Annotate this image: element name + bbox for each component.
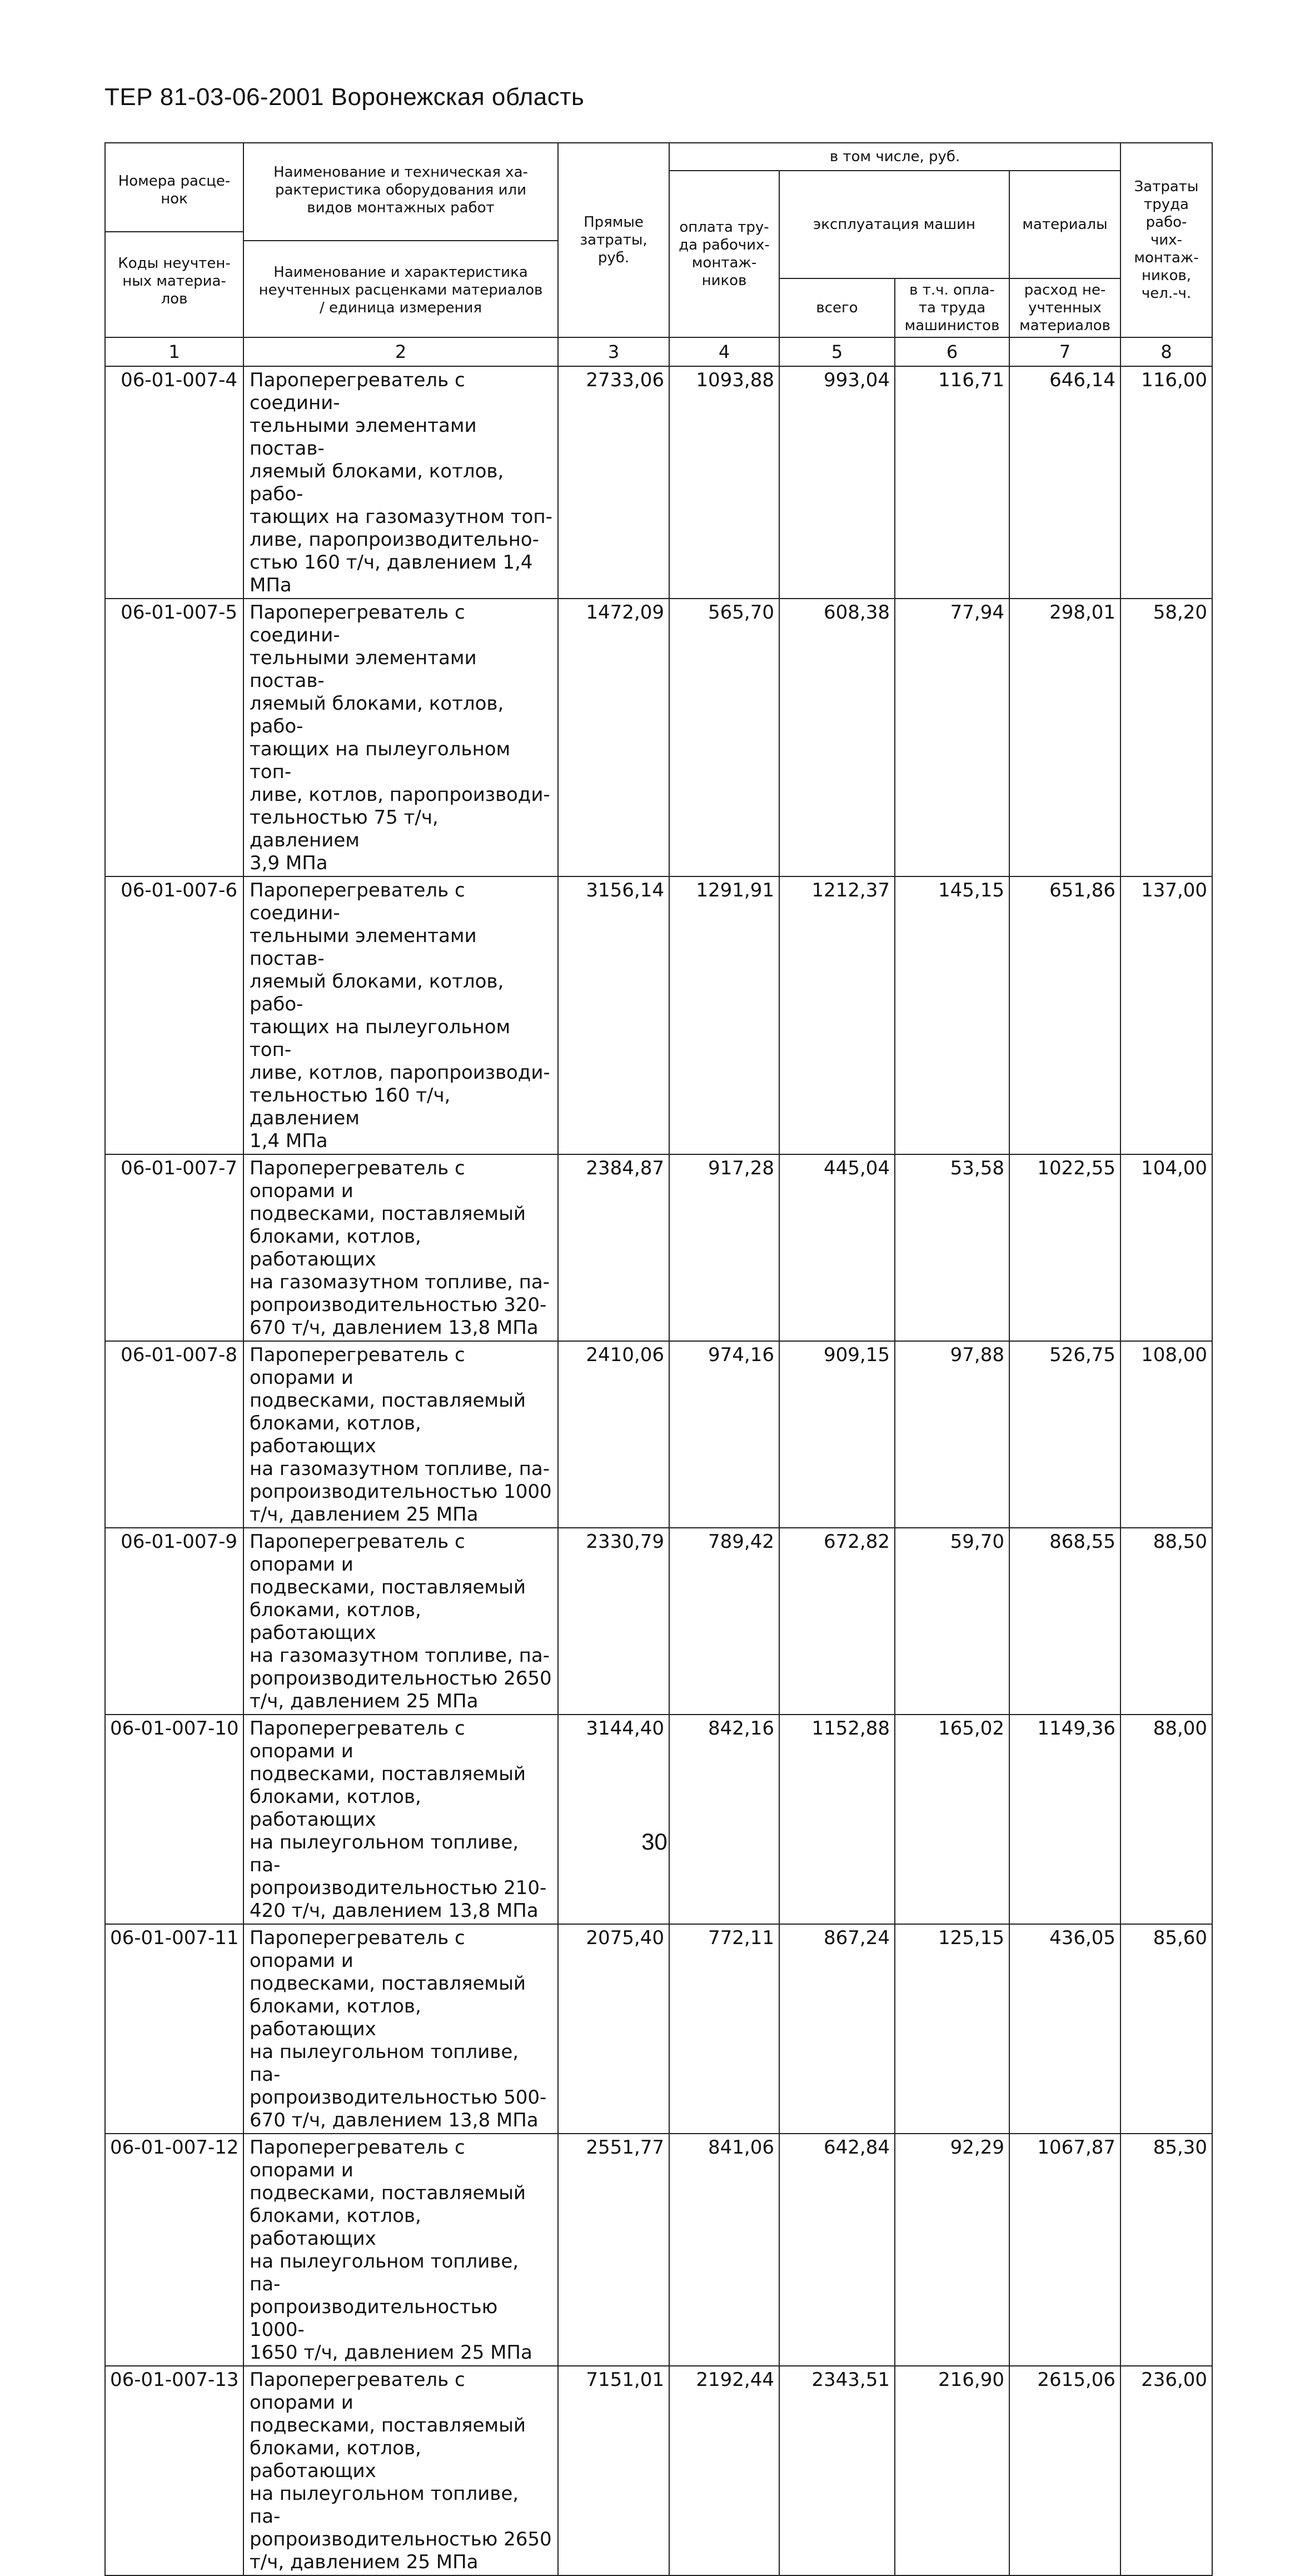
machines-drivers-value: 53,58 (895, 1154, 1009, 1341)
table-row (105, 876, 1212, 1154)
machines-total-value: 1212,37 (779, 876, 895, 1154)
machines-total-value: 445,04 (779, 1154, 895, 1341)
worker-pay-value: 841,06 (669, 2134, 779, 2366)
machines-drivers-value: 145,15 (895, 876, 1009, 1154)
table-row (105, 2134, 1212, 2366)
machines-drivers-value: 59,70 (895, 1528, 1009, 1715)
column-number: 1 (105, 337, 243, 366)
rate-code: 06-01-007-12 (105, 2134, 243, 2366)
header-code (105, 143, 243, 337)
worker-pay-value: 974,16 (669, 1341, 779, 1528)
document-title: ТЕР 81-03-06-2001 Воронежская область (104, 83, 585, 111)
table-row (105, 1715, 1212, 1924)
machines-total-value: 1152,88 (779, 1715, 895, 1924)
direct-costs-value: 2384,87 (558, 1154, 669, 1341)
page-number: 30 (641, 1828, 668, 1855)
header-name-bottom: Наименование и характеристика неучтенных расценками материалов / единица измерения (258, 264, 543, 316)
labor-hours-value: 58,20 (1120, 599, 1212, 876)
worker-pay-value: 2192,44 (669, 2366, 779, 2575)
table-row (105, 366, 1212, 599)
machines-drivers-value: 97,88 (895, 1341, 1009, 1528)
materials-value: 1022,55 (1009, 1154, 1120, 1341)
header-name (243, 143, 558, 337)
rate-code: 06-01-007-5 (105, 599, 243, 876)
machines-drivers-value: 216,90 (895, 2366, 1009, 2575)
direct-costs-value: 2551,77 (558, 2134, 669, 2366)
rate-description: Пароперегреватель с опорами и подвесками, поставляемый блоками, котлов, работающих на пылеугольном топливе, па- ропроизводительностью 500- 670 т/ч, давлением 13,8 МПа (243, 1924, 558, 2134)
labor-hours-value: 108,00 (1120, 1341, 1212, 1528)
machines-drivers-value: 116,71 (895, 366, 1009, 599)
materials-value: 1149,36 (1009, 1715, 1120, 1924)
table-row (105, 1341, 1212, 1528)
direct-costs-value: 3156,14 (558, 876, 669, 1154)
worker-pay-value: 789,42 (669, 1528, 779, 1715)
table-row (105, 2366, 1212, 2575)
rate-code: 06-01-007-9 (105, 1528, 243, 1715)
labor-hours-value: 88,50 (1120, 1528, 1212, 1715)
worker-pay-value: 1093,88 (669, 366, 779, 599)
rate-description: Пароперегреватель с опорами и подвесками, поставляемый блоками, котлов, работающих на пылеугольном топливе, па- ропроизводительностью 210- 420 т/ч, давлением 13,8 МПа (243, 1715, 558, 1924)
rate-code: 06-01-007-6 (105, 876, 243, 1154)
labor-hours-value: 85,30 (1120, 2134, 1212, 2366)
rate-description: Пароперегреватель с опорами и подвесками, поставляемый блоками, котлов, работающих на пылеугольном топливе, па- ропроизводительностью 1000- 1650 т/ч, давлением 25 МПа (243, 2134, 558, 2366)
machines-total-value: 993,04 (779, 366, 895, 599)
rate-description: Пароперегреватель с соедини- тельными элементами постав- ляемый блоками, котлов, рабо- тающих на пылеугольном топ- ливе, котлов, паропроизводи- тельностью 160 т/ч, давлением 1,4 МПа (243, 876, 558, 1154)
rate-description: Пароперегреватель с опорами и подвесками, поставляемый блоками, котлов, работающих на газомазутном топливе, па- ропроизводительностью 320- 670 т/ч, давлением 13,8 МПа (243, 1154, 558, 1341)
header-direct-costs: Прямые затраты, руб. (558, 143, 669, 337)
rate-code: 06-01-007-4 (105, 366, 243, 599)
machines-total-value: 642,84 (779, 2134, 895, 2366)
header-name-top: Наименование и техническая ха- рактеристика оборудования или видов монтажных работ (273, 164, 528, 216)
materials-value: 436,05 (1009, 1924, 1120, 2134)
worker-pay-value: 842,16 (669, 1715, 779, 1924)
header-machines-total: всего (779, 278, 895, 337)
table-row (105, 599, 1212, 876)
machines-drivers-value: 165,02 (895, 1715, 1009, 1924)
labor-hours-value: 85,60 (1120, 1924, 1212, 2134)
machines-drivers-value: 77,94 (895, 599, 1009, 876)
materials-value: 651,86 (1009, 876, 1120, 1154)
column-number: 5 (779, 337, 895, 366)
table-row (105, 1924, 1212, 2134)
worker-pay-value: 772,11 (669, 1924, 779, 2134)
direct-costs-value: 3144,40 (558, 1715, 669, 1924)
column-number: 4 (669, 337, 779, 366)
direct-costs-value: 2330,79 (558, 1528, 669, 1715)
materials-value: 646,14 (1009, 366, 1120, 599)
table-row (105, 1154, 1212, 1341)
materials-value: 526,75 (1009, 1341, 1120, 1528)
direct-costs-value: 7151,01 (558, 2366, 669, 2575)
machines-total-value: 2343,51 (779, 2366, 895, 2575)
direct-costs-value: 2075,40 (558, 1924, 669, 2134)
machines-total-value: 672,82 (779, 1528, 895, 1715)
rate-code: 06-01-007-8 (105, 1341, 243, 1528)
header-row-1 (105, 143, 1212, 171)
labor-hours-value: 137,00 (1120, 876, 1212, 1154)
labor-hours-value: 116,00 (1120, 366, 1212, 599)
table-row (105, 1528, 1212, 1715)
column-number: 3 (558, 337, 669, 366)
rate-description: Пароперегреватель с соедини- тельными элементами постав- ляемый блоками, котлов, рабо- тающих на пылеугольном топ- ливе, котлов, паропроизводи- тельностью 75 т/ч, давлением 3,9 МПа (243, 599, 558, 876)
labor-hours-value: 104,00 (1120, 1154, 1212, 1341)
header-machines: эксплуатация машин (779, 171, 1009, 278)
direct-costs-value: 2733,06 (558, 366, 669, 599)
materials-value: 868,55 (1009, 1528, 1120, 1715)
rate-description: Пароперегреватель с опорами и подвесками, поставляемый блоками, котлов, работающих на пылеугольном топливе, па- ропроизводительностью 2650 т/ч, давлением 25 МПа (243, 2366, 558, 2575)
machines-drivers-value: 125,15 (895, 1924, 1009, 2134)
header-including: в том числе, руб. (669, 143, 1120, 171)
rates-table (104, 142, 1213, 2576)
labor-hours-value: 88,00 (1120, 1715, 1212, 1924)
header-machines-drivers: в т.ч. опла- та труда машинистов (895, 278, 1009, 337)
header-unaccounted-materials: расход не- учтенных материалов (1009, 278, 1120, 337)
direct-costs-value: 2410,06 (558, 1341, 669, 1528)
materials-value: 1067,87 (1009, 2134, 1120, 2366)
column-number: 6 (895, 337, 1009, 366)
machines-total-value: 909,15 (779, 1341, 895, 1528)
column-number: 2 (243, 337, 558, 366)
header-labor-hours: Затраты труда рабо- чих- монтаж- ников, чел.-ч. (1120, 143, 1212, 337)
worker-pay-value: 565,70 (669, 599, 779, 876)
materials-value: 298,01 (1009, 599, 1120, 876)
labor-hours-value: 236,00 (1120, 2366, 1212, 2575)
worker-pay-value: 917,28 (669, 1154, 779, 1341)
direct-costs-value: 1472,09 (558, 599, 669, 876)
header-code-top: Номера расце- нок (118, 173, 231, 207)
machines-total-value: 608,38 (779, 599, 895, 876)
materials-value: 2615,06 (1009, 2366, 1120, 2575)
rate-description: Пароперегреватель с опорами и подвесками, поставляемый блоками, котлов, работающих на газомазутном топливе, па- ропроизводительностью 1000 т/ч, давлением 25 МПа (243, 1341, 558, 1528)
rate-code: 06-01-007-13 (105, 2366, 243, 2575)
rate-code: 06-01-007-7 (105, 1154, 243, 1341)
header-worker-pay: оплата тру- да рабочих- монтаж- ников (669, 171, 779, 337)
rate-description: Пароперегреватель с опорами и подвесками, поставляемый блоками, котлов, работающих на газомазутном топливе, па- ропроизводительностью 2650 т/ч, давлением 25 МПа (243, 1528, 558, 1715)
header-code-divider (106, 231, 243, 232)
header-code-bottom: Коды неучтен- ных материа- лов (118, 255, 231, 307)
column-number: 7 (1009, 337, 1120, 366)
rate-code: 06-01-007-11 (105, 1924, 243, 2134)
column-number: 8 (1120, 337, 1212, 366)
column-number-row (105, 337, 1212, 366)
worker-pay-value: 1291,91 (669, 876, 779, 1154)
header-name-divider (244, 240, 557, 241)
rate-code: 06-01-007-10 (105, 1715, 243, 1924)
machines-drivers-value: 92,29 (895, 2134, 1009, 2366)
header-materials: материалы (1009, 171, 1120, 278)
rate-description: Пароперегреватель с соедини- тельными элементами постав- ляемый блоками, котлов, рабо- тающих на газомазутном топ- ливе, паропроизводительно- стью 160 т/ч, давлением 1,4 МПа (243, 366, 558, 599)
machines-total-value: 867,24 (779, 1924, 895, 2134)
